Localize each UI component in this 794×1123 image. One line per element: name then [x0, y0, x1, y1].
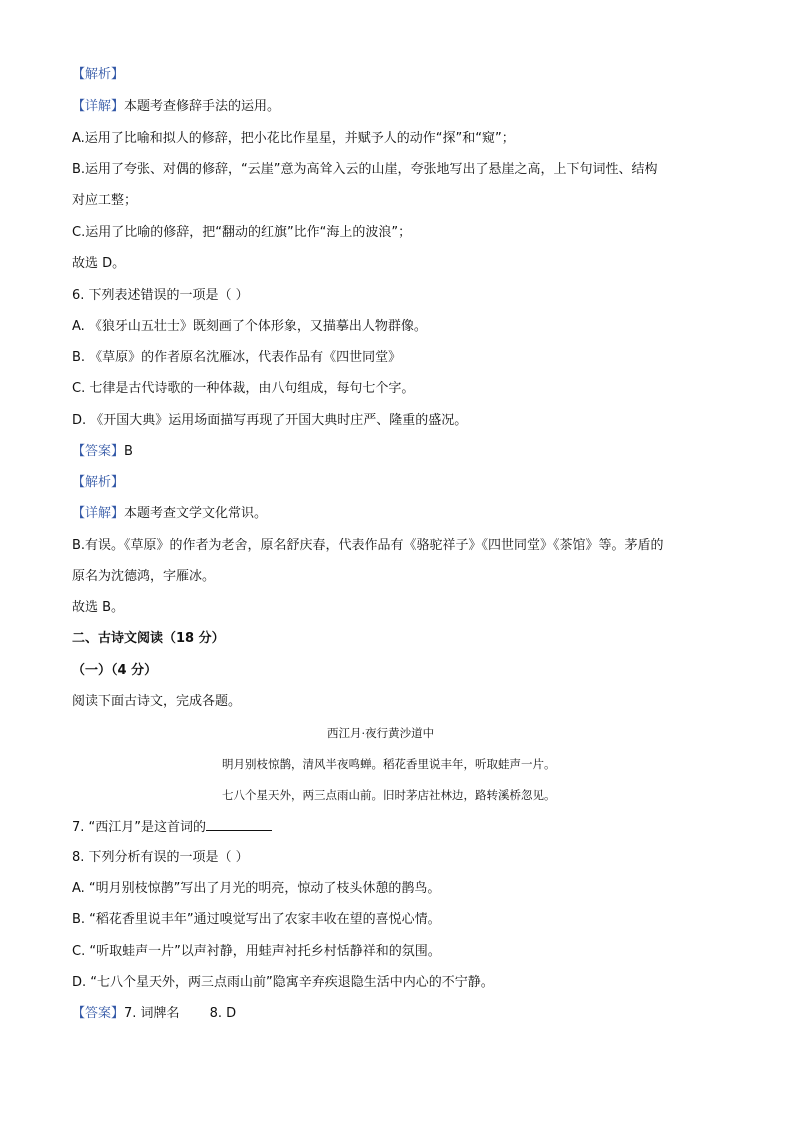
poem-title: 西江月·夜行黄沙道中 [327, 726, 435, 740]
answer-paragraph [72, 443, 133, 461]
option-b: B. “稻花香里说丰年”通过嗅觉写出了农家丰收在望的喜悦心情。 [72, 912, 441, 927]
question-7-stem: 7. “西江月”是这首词的 [72, 820, 207, 835]
detail-paragraph [72, 505, 267, 523]
answer-7: 7. 词牌名 [124, 1006, 180, 1021]
explain-b-line1: B.运用了夸张、对偶的修辞，“云崖”意为高耸入云的山崖，夸张地写出了悬崖之高，上下句词性、结构 [72, 162, 658, 177]
question-8-stem: 8. 下列分析有误的一项是（ ） [72, 850, 249, 865]
analysis-tag: 【解析】 [72, 67, 125, 82]
explain-a: A.运用了比喻和拟人的修辞，把小花比作星星，并赋予人的动作“探”和“窥”； [72, 131, 515, 146]
answer-text: B [124, 444, 133, 459]
conclusion: 故选 B。 [72, 600, 125, 615]
detail-tag: 【详解】 [72, 506, 125, 521]
section-title: 二、古诗文阅读（18 分） [72, 631, 225, 646]
option-c: C. 七律是古代诗歌的一种体裁，由八句组成，每句七个字。 [72, 381, 415, 396]
poem-line-2: 七八个星天外，两三点雨山前。旧时茅店社林边，路转溪桥忽见。 [222, 788, 556, 802]
detail-tag: 【详解】 [72, 99, 125, 114]
answer-paragraph [72, 1005, 236, 1023]
option-b: B. 《草原》的作者原名沈雁冰，代表作品有《四世同堂》 [72, 350, 402, 365]
explain-line1: B.有误。《草原》的作者为老舍，原名舒庆春，代表作品有《骆驼祥子》《四世同堂》《茶馆》等。茅盾的 [72, 538, 664, 553]
detail-paragraph [72, 98, 280, 116]
option-d: D. 《开国大典》运用场面描写再现了开国大典时庄严、隆重的盛况。 [72, 413, 468, 428]
analysis-tag: 【解析】 [72, 475, 125, 490]
answer-tag: 【答案】 [72, 444, 125, 459]
explain-c: C.运用了比喻的修辞，把“翻动的红旗”比作“海上的波浪”； [72, 225, 412, 240]
conclusion: 故选 D。 [72, 256, 126, 271]
option-a: A. “明月别枝惊鹊”写出了月光的明亮，惊动了枝头休憩的鹊鸟。 [72, 881, 441, 896]
question-7 [72, 818, 272, 837]
detail-text: 本题考查修辞手法的运用。 [124, 99, 281, 114]
question-6-stem: 6. 下列表述错误的一项是（ ） [72, 288, 249, 303]
option-c: C. “听取蛙声一片”以声衬静，用蛙声衬托乡村恬静祥和的氛围。 [72, 944, 441, 959]
option-d: D. “七八个星天外，两三点雨山前”隐寓辛弃疾退隐生活中内心的不宁静。 [72, 975, 494, 990]
detail-text: 本题考查文学文化常识。 [124, 506, 268, 521]
subsection-title: （一）（4 分） [72, 663, 158, 678]
answer-tag: 【答案】 [72, 1006, 125, 1021]
answer-8: 8. D [209, 1006, 237, 1021]
explain-line2: 原名为沈德鸿，字雁冰。 [72, 569, 216, 584]
poem-line-1: 明月别枝惊鹊，清风半夜鸣蝉。稻花香里说丰年，听取蛙声一片。 [222, 757, 556, 771]
answer-blank [206, 818, 272, 831]
instruction: 阅读下面古诗文，完成各题。 [72, 694, 242, 709]
option-a: A. 《狼牙山五壮士》既刻画了个体形象，又描摹出人物群像。 [72, 319, 427, 334]
explain-b-line2: 对应工整； [72, 193, 138, 208]
